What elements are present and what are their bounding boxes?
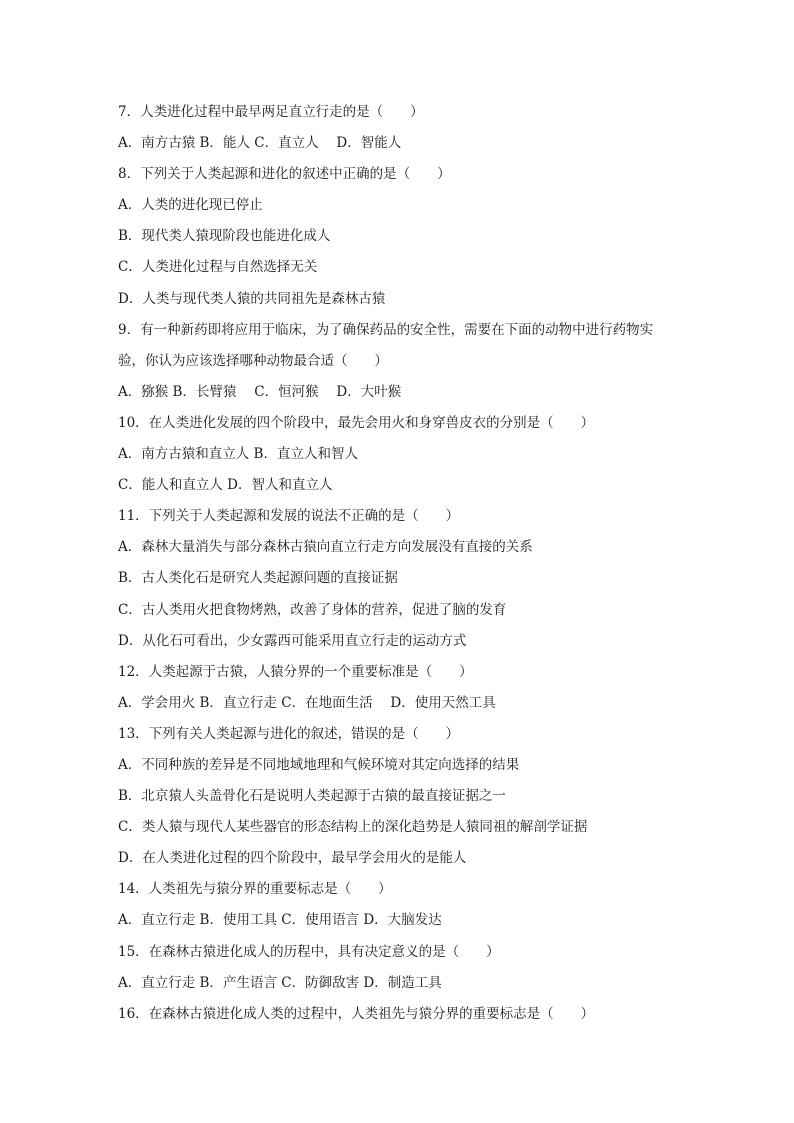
question-11-option-a: A．森林大量消失与部分森林古猿向直立行走方向发展没有直接的关系 [118,539,533,556]
question-12-options: A．学会用火 B．直立行走 C．在地面生活 D．使用天然工具 [118,694,496,711]
question-14-stem: 14．人类祖先与猿分界的重要标志是（ ） [118,881,392,898]
question-10-options-ab: A．南方古猿和直立人 B．直立人和智人 [118,446,358,463]
question-12-stem: 12．人类起源于古猿，人猿分界的一个重要标准是（ ） [118,663,473,680]
question-11-option-c: C．古人类用火把食物烤熟，改善了身体的营养，促进了脑的发育 [118,601,507,618]
question-list [118,100,688,1033]
question-10-options-cd: C．能人和直立人 D．智人和直立人 [118,477,333,494]
question-13-option-c: C．类人猿与现代人某些器官的形态结构上的深化趋势是人猿同祖的解剖学证据 [118,819,588,836]
question-9-stem-continued: 验，你认为应该选择哪种动物最合适（ ） [118,352,388,369]
question-15-stem: 15．在森林古猿进化成人的历程中，具有决定意义的是（ ） [118,943,500,960]
question-11-option-b: B．古人类化石是研究人类起源问题的直接证据 [118,570,398,587]
question-8-option-a: A．人类的进化现已停止 [118,197,263,214]
question-10-stem: 10．在人类进化发展的四个阶段中，最先会用火和身穿兽皮衣的分别是（ ） [118,414,595,431]
question-8-option-b: B．现代类人猿现阶段也能进化成人 [118,228,331,245]
question-7-stem: 7．人类进化过程中最早两足直立行走的是（ ） [118,104,424,120]
question-11-option-d: D．从化石可看出，少女露西可能采用直立行走的运动方式 [118,632,467,649]
question-13-option-a: A．不同种族的差异是不同地域地理和气候环境对其定向选择的结果 [118,756,520,773]
question-16-stem: 16．在森林古猿进化成人类的过程中，人类祖先与猿分界的重要标志是（ ） [118,1005,595,1022]
question-8-option-d: D．人类与现代类人猿的共同祖先是森林古猿 [118,290,386,307]
question-9-options: A．猕猴 B．长臂猿 C．恒河猴 D．大叶猴 [118,383,402,400]
question-13-option-d: D．在人类进化过程的四个阶段中，最早学会用火的是能人 [118,850,467,867]
question-13-option-b: B．北京猿人头盖骨化石是说明人类起源于古猿的最直接证据之一 [118,788,506,805]
question-8-option-c: C．人类进化过程与自然选择无关 [118,259,318,276]
question-7-options: A．南方古猿 B．能人 C．直立人 D．智能人 [118,135,402,152]
question-13-stem: 13．下列有关人类起源与进化的叙述，错误的是（ ） [118,725,460,742]
question-11-stem: 11．下列关于人类起源和发展的说法不正确的是（ ） [118,508,460,525]
question-15-options: A．直立行走 B．产生语言 C．防御敌害 D．制造工具 [118,974,442,991]
question-8-stem: 8．下列关于人类起源和进化的叙述中正确的是（ ） [118,166,451,183]
question-9-stem: 9．有一种新药即将应用于临床，为了确保药品的安全性，需要在下面的动物中进行药物实 [118,321,654,338]
question-14-options: A．直立行走 B．使用工具 C．使用语言 D．大脑发达 [118,912,442,929]
